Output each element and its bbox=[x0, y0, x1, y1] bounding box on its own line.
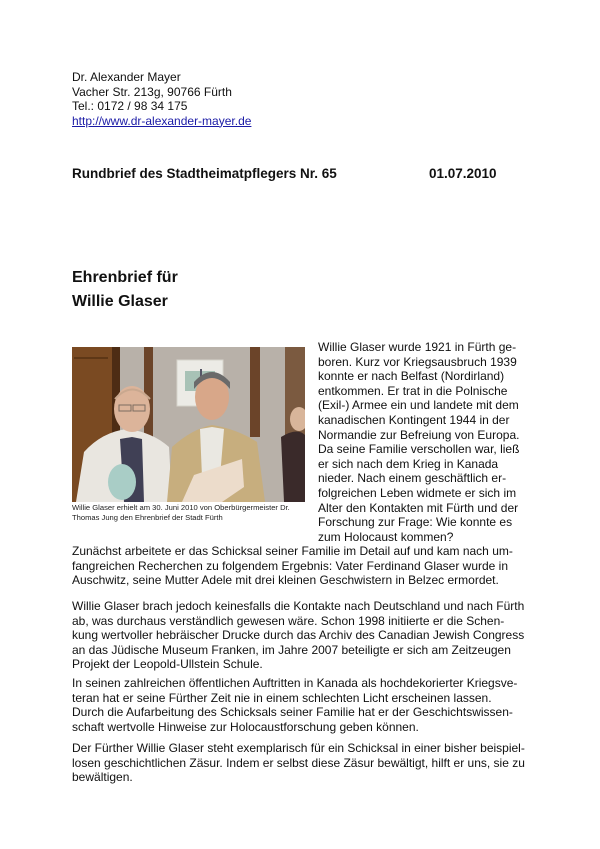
paragraph-contacts bbox=[72, 599, 542, 672]
paragraph-line: Der Fürther Willie Glaser steht exemplarisch für ein Schicksal in einer bisher beispiel- bbox=[72, 741, 525, 755]
article-title bbox=[72, 266, 178, 314]
newsletter-title: Rundbrief des Stadtheimatpflegers Nr. 65 bbox=[72, 166, 337, 181]
paragraph-line: Auschwitz, seine Mutter Adele mit drei kleinen Geschwistern in Belzec ermordet. bbox=[72, 573, 499, 588]
intro-line: er sich nach dem Krieg in Kanada bbox=[318, 456, 499, 471]
paragraph-line: schaft wertvolle Hinweise zur Holocaustforschung geben können. bbox=[72, 719, 419, 734]
paragraph-line: Zunächst arbeitete er das Schicksal seiner Familie im Detail auf und kam nach um- bbox=[72, 544, 513, 558]
intro-line: konnte er nach Belfast (Nordirland) bbox=[318, 369, 505, 384]
photo-caption-line-2: Thomas Jung den Ehrenbrief der Stadt Fürth bbox=[72, 512, 223, 522]
article-photo bbox=[72, 347, 305, 502]
paragraph-line: fangreichen Recherchen zu folgendem Ergebnis: Vater Ferdinand Glaser wurde in bbox=[72, 558, 509, 573]
newsletter-date: 01.07.2010 bbox=[429, 166, 497, 181]
paragraph-conclusion bbox=[72, 741, 542, 785]
photo-caption bbox=[72, 503, 322, 522]
paragraph-line: In seinen zahlreichen öffentlichen Auftritten in Kanada als hochdekorierter Kriegsve- bbox=[72, 676, 518, 690]
intro-line: (Exil-) Armee ein und landete mit dem bbox=[318, 398, 519, 413]
newsletter-header bbox=[72, 166, 512, 181]
article-title-line-2: Willie Glaser bbox=[72, 293, 168, 310]
intro-line: folgreichen Leben widmete er sich im bbox=[318, 485, 517, 500]
intro-line: Da seine Familie verschollen war, ließ bbox=[318, 442, 520, 457]
intro-line: Willie Glaser wurde 1921 in Fürth ge- bbox=[318, 340, 517, 354]
sender-phone: Tel.: 0172 / 98 34 175 bbox=[72, 99, 188, 113]
sender-name: Dr. Alexander Mayer bbox=[72, 70, 181, 84]
paragraph-line: kung wertvoller hebräischer Drucke durch das Archiv des Canadian Jewish Congress bbox=[72, 628, 525, 643]
paragraph-line: ab, was durchaus verständlich gewesen wäre. Schon 1998 initiierte er die Schen- bbox=[72, 613, 505, 628]
sender-website-link[interactable]: http://www.dr-alexander-mayer.de bbox=[72, 113, 252, 128]
sender-address: Vacher Str. 213g, 90766 Fürth bbox=[72, 84, 232, 99]
paragraph-line: Willie Glaser brach jedoch keinesfalls die Kontakte nach Deutschland und nach Fürth bbox=[72, 599, 525, 613]
photo-caption-line-1: Willie Glaser erhielt am 30. Juni 2010 von Oberbürgermeister Dr. bbox=[72, 503, 290, 512]
intro-line: Alter den Kontakten mit Fürth und der bbox=[318, 500, 519, 515]
intro-line: nieder. Nach einem geschäftlich er- bbox=[318, 471, 507, 486]
intro-line: kanadischen Kontingent 1944 in der bbox=[318, 412, 510, 427]
paragraph-line: Projekt der Leopold-Ullstein Schule. bbox=[72, 657, 263, 672]
paragraph-line: losen geschichtlichen Zäsur. Indem er selbst diese Zäsur bewältigt, hilft er uns, sie zu bbox=[72, 755, 525, 770]
paragraph-family-research bbox=[72, 544, 542, 588]
sender-block bbox=[72, 70, 251, 128]
intro-line: zum Holocaust kommen? bbox=[318, 529, 454, 544]
intro-line: entkommen. Er trat in die Polnische bbox=[318, 383, 508, 398]
paragraph-line: an das Jüdische Museum Franken, im Jahre 2007 beteiligte er sich am Zeitzeugen bbox=[72, 642, 511, 657]
paragraph-public-appearances bbox=[72, 676, 542, 734]
paragraph-line: bewältigen. bbox=[72, 770, 133, 785]
paragraph-line: teran hat er seine Fürther Zeit nie in einem schlechten Licht erscheinen lassen. bbox=[72, 690, 492, 705]
photo-two-men-icon bbox=[72, 347, 305, 502]
intro-line: Forschung zur Frage: Wie konnte es bbox=[318, 515, 513, 530]
paragraph-line: Durch die Aufarbeitung des Schicksals seiner Familie hat er der Geschichtswissen- bbox=[72, 705, 513, 720]
intro-line: Normandie zur Befreiung von Europa. bbox=[318, 427, 520, 442]
intro-paragraph bbox=[318, 340, 543, 544]
article-title-line-1: Ehrenbrief für bbox=[72, 269, 178, 286]
intro-line: boren. Kurz vor Kriegsausbruch 1939 bbox=[318, 354, 517, 369]
